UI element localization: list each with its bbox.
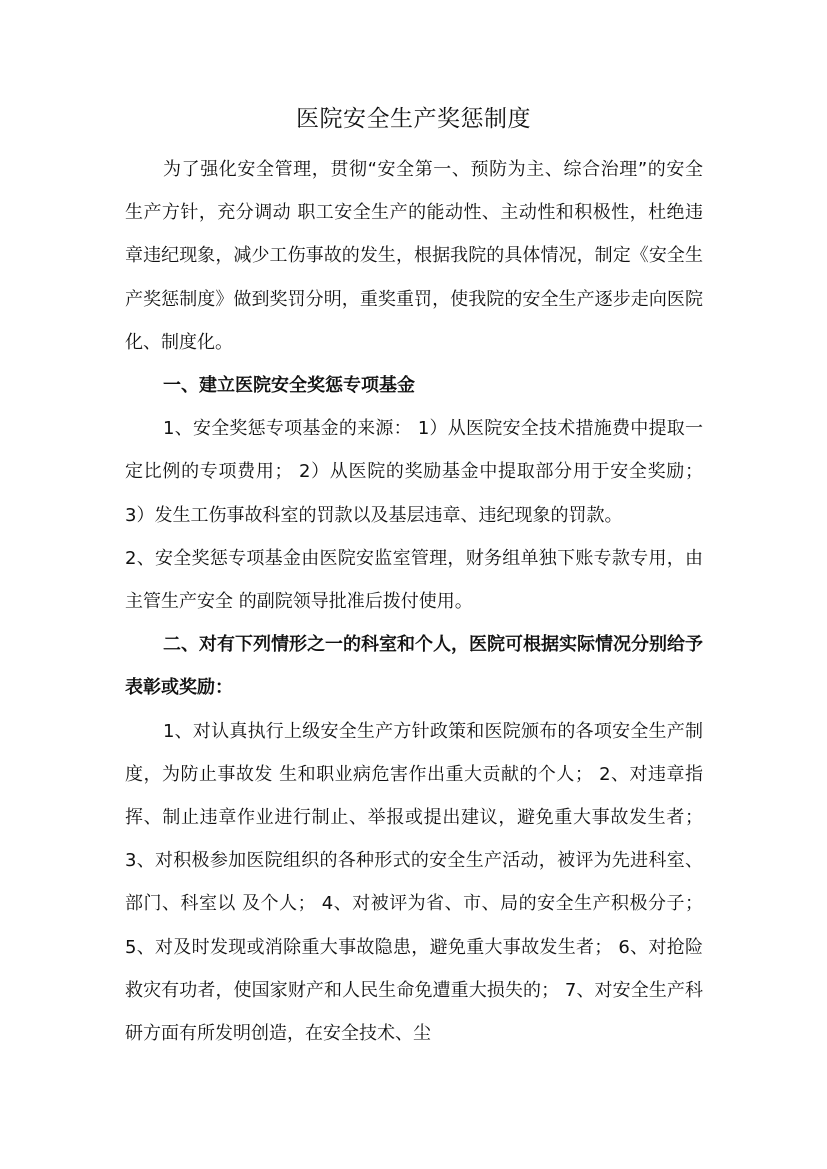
- section-heading-2: 二、对有下列情形之一的科室和个人，医院可根据实际情况分别给予表彰或奖励：: [125, 634, 703, 699]
- intro-paragraph: 为了强化安全管理，贯彻“安全第一、预防为主、综合治理”的安全生产方针，充分调动 职工安全生产的能动性、主动性和积极性，杜绝违章违纪现象，减少工伤事故的发生，根据我院的具体情况，制定《安全生产奖惩制度》做到奖罚分明，重奖重罚，使我院的安全生产逐步走向医院化、制度化。: [125, 159, 703, 353]
- document-body: [125, 148, 703, 1055]
- reward-list-paragraph: 1、对认真执行上级安全生产方针政策和医院颁布的各项安全生产制度，为防止事故发 生和职业病危害作出重大贡献的个人； 2、对违章指挥、制止违章作业进行制止、举报或提出建议，避免重大事故发生者； 3、对积极参加医院组织的各种形式的安全生产活动，被评为先进科室、部门、科室以 及个人； 4、对被评为省、市、局的安全生产积极分子； 5、对及时发现或消除重大事故隐患，避免重大事故发生者； 6、对抢险救灾有功者，使国家财产和人民生命免遭重大损失的； 7、对安全生产科研方面有所发明创造，在安全技术、尘: [125, 720, 703, 1045]
- section-heading-1: 一、建立医院安全奖惩专项基金: [163, 375, 415, 397]
- fund-source-paragraph: 1、安全奖惩专项基金的来源： 1）从医院安全技术措施费中提取一定比例的专项费用； 2）从医院的奖励基金中提取部分用于安全奖励； 3）发生工伤事故科室的罚款以及基层违章、违纪现象的罚款。: [125, 418, 703, 526]
- document-title: 医院安全生产奖惩制度: [296, 106, 531, 132]
- fund-management-paragraph: 2、安全奖惩专项基金由医院安监室管理，财务组单独下账专款专用，由主管生产安全 的副院领导批准后拨付使用。: [125, 547, 703, 613]
